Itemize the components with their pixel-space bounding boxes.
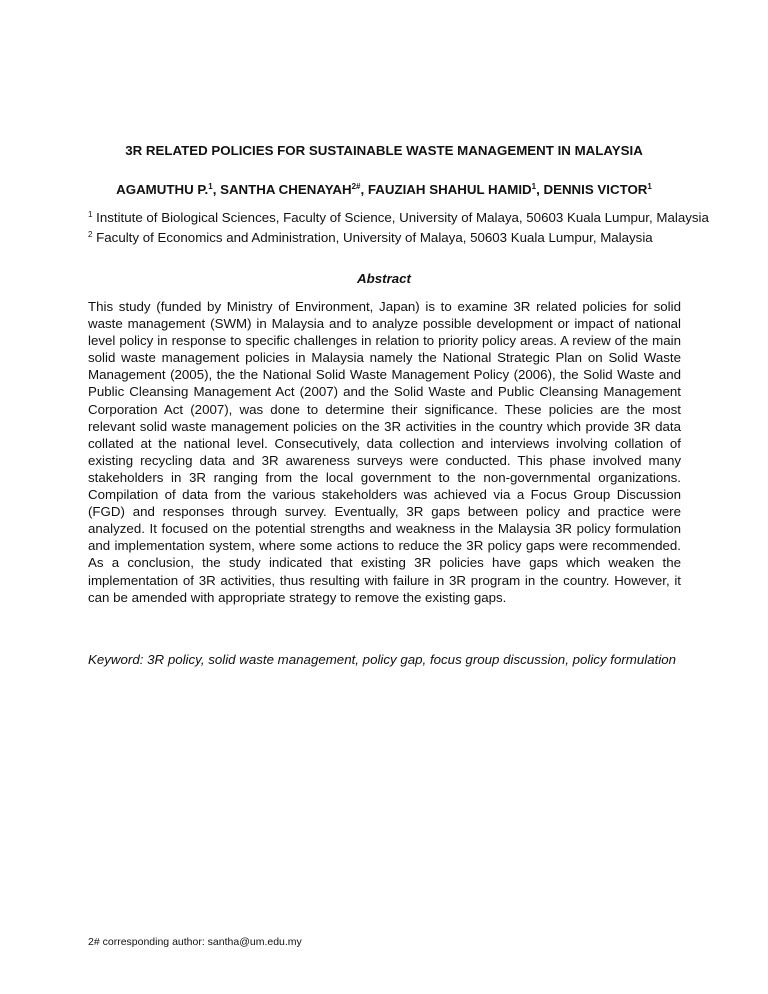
affiliation-mark: 1 [88,210,93,219]
affiliation-text: Institute of Biological Sciences, Faculty of Science, University of Malaya, 50603 Kuala Lumpur, Malaysia [96,210,709,225]
affiliation-text: Faculty of Economics and Administration, University of Malaya, 50603 Kuala Lumpur, Malaysia [96,230,653,245]
keywords: Keyword: 3R policy, solid waste management, policy gap, focus group discussion, policy formulation [88,652,677,667]
author-mark: 2# [351,182,361,191]
author-mark: 1 [647,182,652,191]
abstract-body: This study (funded by Ministry of Environment, Japan) is to examine 3R related policies for solid waste management (SWM) in Malaysia and to analyze possible development or impact of national level policy in response to specific challenges in relation to priority policy areas. A review of the main solid waste management policies in Malaysia namely the National Strategic Plan on Solid Waste Management (2005), the the National Solid Waste Management Policy (2006), the Solid Waste and Public Cleansing Management Act (2007) and the Solid Waste and Public Cleansing Management Corporation Act (2007), was done to determine their significance. These policies are the most relevant solid waste management policies on the 3R activities in the country which provide 3R data collated at the national level. Consecutively, data collection and interviews involving collation of existing recycling data and 3R awareness surveys were conducted. This phase involved many stakeholders in 3R ranging from the local government to the non-governmental organizations. Compilation of data from the various stakeholders was achieved via a Focus Group Discussion (FGD) and responses through survey. Eventually, 3R gaps between policy and practice were analyzed. It focused on the potential strengths and weakness in the Malaysia 3R policy formulation and implementation system, where some actions to reduce the 3R policy gaps were recommended. As a conclusion, the study indicated that existing 3R policies have gaps which weaken the implementation of 3R activities, thus resulting with failure in 3R program in the country. However, it can be amended with appropriate strategy to remove the existing gaps. [88,299,681,605]
author-name: AGAMUTHU P. [116,182,209,197]
affiliation-mark: 2 [88,230,93,239]
affiliation [88,210,709,225]
author-list: AGAMUTHU P.$^1$, SANTHA $CHENAYAH^{2\#}$, FAUZIAH SHAHUL HAMID$^1$, DENNIS VICTOR$^1$ [116,182,652,197]
author-name: SANTHA CHENAYAH [220,182,352,197]
paper-title: 3R RELATED POLICIES FOR SUSTAINABLE WASTE MANAGEMENT IN MALAYSIA [125,143,643,158]
footnote-text: corresponding author: santha@um.edu.my [99,936,302,948]
author-mark: 1 [208,182,213,191]
author-mark: 1 [531,182,537,191]
affiliation [88,230,653,245]
abstract-heading: Abstract [357,271,411,286]
author-name: FAUZIAH SHAHUL HAMID [367,182,532,197]
author-name: DENNIS VICTOR [543,182,648,197]
footnote [88,936,302,948]
footnote-mark: 2# [88,936,100,948]
